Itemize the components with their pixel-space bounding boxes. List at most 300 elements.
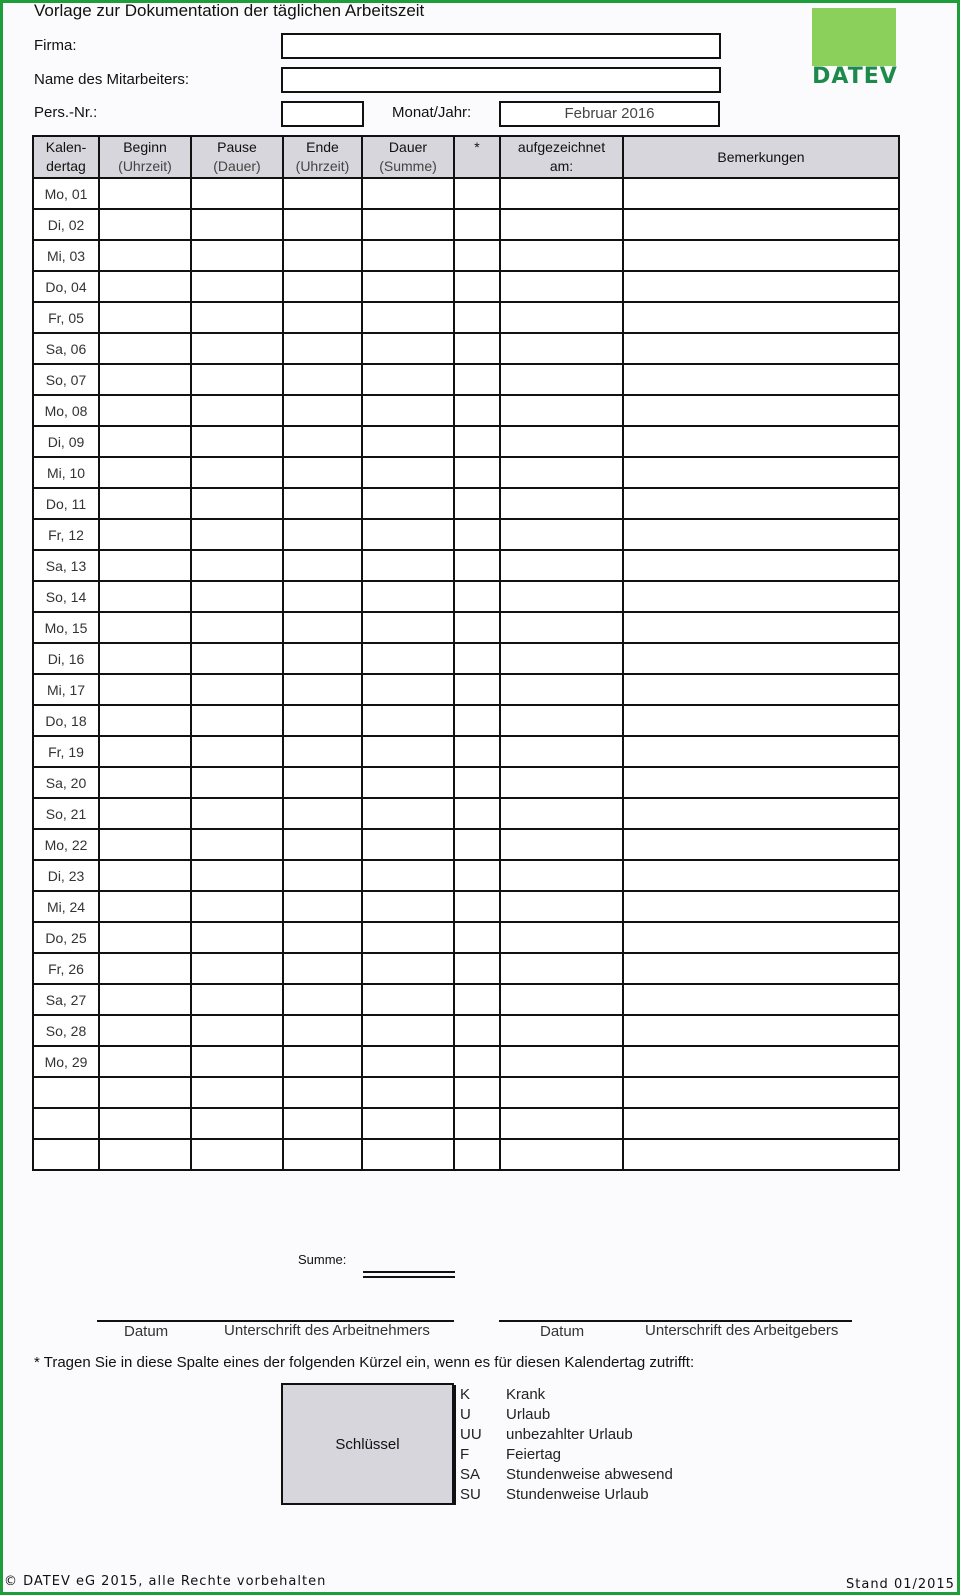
entry-cell[interactable] (362, 550, 454, 581)
entry-cell[interactable] (454, 891, 500, 922)
entry-cell[interactable] (454, 550, 500, 581)
table-row (33, 1077, 899, 1108)
entry-cell[interactable] (500, 674, 623, 705)
entry-cell[interactable] (191, 426, 283, 457)
entry-cell[interactable] (362, 1046, 454, 1077)
entry-cell[interactable] (283, 426, 362, 457)
entry-cell[interactable] (623, 798, 899, 829)
entry-cell[interactable] (500, 612, 623, 643)
entry-cell[interactable] (623, 519, 899, 550)
entry-cell[interactable] (283, 1046, 362, 1077)
entry-cell[interactable] (191, 364, 283, 395)
entry-cell[interactable] (362, 1015, 454, 1046)
column-header-subtitle: (Summe) (379, 158, 437, 174)
entry-cell[interactable] (623, 333, 899, 364)
table-row (33, 1015, 899, 1046)
entry-cell[interactable] (500, 457, 623, 488)
entry-cell[interactable] (191, 333, 283, 364)
entry-cell[interactable] (454, 271, 500, 302)
entry-cell[interactable] (454, 240, 500, 271)
entry-cell[interactable] (454, 1046, 500, 1077)
entry-cell[interactable] (623, 953, 899, 984)
entry-cell[interactable] (623, 240, 899, 271)
day-cell: Fr, 05 (33, 302, 99, 333)
entry-cell[interactable] (99, 1077, 191, 1108)
entry-cell[interactable] (99, 1015, 191, 1046)
entry-cell[interactable] (623, 612, 899, 643)
key-item (460, 1425, 673, 1445)
entry-cell[interactable] (99, 705, 191, 736)
entry-cell[interactable] (283, 395, 362, 426)
key-text: Urlaub (506, 1406, 551, 1423)
entry-cell[interactable] (99, 891, 191, 922)
entry-cell[interactable] (191, 240, 283, 271)
entry-cell[interactable] (283, 209, 362, 240)
employee-signature-label: Unterschrift des Arbeitnehmers (224, 1322, 430, 1339)
name-label: Name des Mitarbeiters: (34, 71, 190, 88)
entry-cell[interactable] (191, 1046, 283, 1077)
entry-cell[interactable] (283, 705, 362, 736)
entry-cell[interactable] (362, 457, 454, 488)
entry-cell[interactable] (500, 891, 623, 922)
entry-cell[interactable] (623, 736, 899, 767)
entry-cell[interactable] (99, 829, 191, 860)
entry-cell[interactable] (99, 922, 191, 953)
entry-cell[interactable] (500, 767, 623, 798)
entry-cell[interactable] (191, 891, 283, 922)
column-header-title: Dauer (388, 139, 428, 155)
entry-cell[interactable] (283, 488, 362, 519)
column-header-title: Bemerkungen (717, 148, 805, 165)
entry-cell[interactable] (99, 519, 191, 550)
entry-cell[interactable] (191, 829, 283, 860)
entry-cell[interactable] (454, 364, 500, 395)
column-header (623, 136, 899, 178)
entry-cell[interactable] (623, 395, 899, 426)
entry-cell[interactable] (623, 705, 899, 736)
entry-cell[interactable] (623, 178, 899, 209)
entry-cell[interactable] (362, 860, 454, 891)
entry-cell[interactable] (362, 271, 454, 302)
entry-cell[interactable] (362, 581, 454, 612)
entry-cell[interactable] (454, 705, 500, 736)
entry-cell[interactable] (500, 488, 623, 519)
day-cell: Sa, 13 (33, 550, 99, 581)
day-cell: Mo, 01 (33, 178, 99, 209)
entry-cell[interactable] (454, 1015, 500, 1046)
summe-label: Summe: (298, 1252, 347, 1267)
entry-cell[interactable] (623, 984, 899, 1015)
entry-cell[interactable] (283, 953, 362, 984)
entry-cell[interactable] (191, 1108, 283, 1139)
entry-cell[interactable] (454, 519, 500, 550)
entry-cell[interactable] (623, 209, 899, 240)
entry-cell[interactable] (191, 1015, 283, 1046)
entry-cell[interactable] (454, 1108, 500, 1139)
entry-cell[interactable] (623, 860, 899, 891)
entry-cell[interactable] (454, 612, 500, 643)
entry-cell[interactable] (362, 953, 454, 984)
entry-cell[interactable] (500, 302, 623, 333)
entry-cell[interactable] (500, 1108, 623, 1139)
column-header (99, 136, 191, 178)
entry-cell[interactable] (623, 922, 899, 953)
entry-cell[interactable] (500, 736, 623, 767)
entry-cell[interactable] (500, 209, 623, 240)
day-cell: Do, 04 (33, 271, 99, 302)
entry-cell[interactable] (99, 395, 191, 426)
entry-cell[interactable] (191, 178, 283, 209)
entry-cell[interactable] (191, 457, 283, 488)
entry-cell[interactable] (362, 302, 454, 333)
entry-cell[interactable] (362, 891, 454, 922)
entry-cell[interactable] (99, 674, 191, 705)
day-cell: Di, 16 (33, 643, 99, 674)
column-header-subtitle: (Dauer) (213, 158, 261, 174)
table-row (33, 581, 899, 612)
entry-cell[interactable] (362, 1108, 454, 1139)
entry-cell[interactable] (191, 705, 283, 736)
name-field[interactable] (281, 67, 721, 93)
column-header (500, 136, 623, 178)
entry-cell[interactable] (99, 581, 191, 612)
entry-cell[interactable] (283, 1139, 362, 1170)
entry-cell[interactable] (623, 488, 899, 519)
entry-cell[interactable] (454, 395, 500, 426)
day-cell: So, 07 (33, 364, 99, 395)
entry-cell[interactable] (362, 612, 454, 643)
entry-cell[interactable] (99, 271, 191, 302)
column-header-title: Pause (217, 139, 257, 155)
entry-cell[interactable] (99, 426, 191, 457)
entry-cell[interactable] (191, 860, 283, 891)
entry-cell[interactable] (283, 457, 362, 488)
entry-cell[interactable] (623, 271, 899, 302)
entry-cell[interactable] (362, 240, 454, 271)
entry-cell[interactable] (191, 302, 283, 333)
table-row (33, 333, 899, 364)
entry-cell[interactable] (623, 643, 899, 674)
entry-cell[interactable] (362, 426, 454, 457)
entry-cell[interactable] (191, 519, 283, 550)
entry-cell[interactable] (99, 364, 191, 395)
key-list (454, 1385, 673, 1505)
entry-cell[interactable] (283, 798, 362, 829)
entry-cell[interactable] (500, 178, 623, 209)
key-code: SA (460, 1466, 481, 1483)
entry-cell[interactable] (362, 643, 454, 674)
entry-cell[interactable] (623, 302, 899, 333)
entry-cell[interactable] (99, 643, 191, 674)
column-header-subtitle: am: (549, 158, 574, 174)
entry-cell[interactable] (191, 922, 283, 953)
entry-cell[interactable] (283, 736, 362, 767)
entry-cell[interactable] (362, 829, 454, 860)
entry-cell[interactable] (283, 767, 362, 798)
day-cell: So, 28 (33, 1015, 99, 1046)
entry-cell[interactable] (283, 829, 362, 860)
entry-cell[interactable] (454, 643, 500, 674)
entry-cell[interactable] (191, 488, 283, 519)
key-item (460, 1405, 673, 1425)
entry-cell[interactable] (283, 240, 362, 271)
day-cell: Mo, 29 (33, 1046, 99, 1077)
day-cell: Di, 09 (33, 426, 99, 457)
entry-cell[interactable] (362, 333, 454, 364)
entry-cell[interactable] (500, 1046, 623, 1077)
entry-cell[interactable] (500, 705, 623, 736)
entry-cell[interactable] (283, 1108, 362, 1139)
entry-cell[interactable] (454, 488, 500, 519)
entry-cell[interactable] (191, 674, 283, 705)
entry-cell[interactable] (454, 674, 500, 705)
entry-cell[interactable] (191, 984, 283, 1015)
entry-cell[interactable] (362, 488, 454, 519)
table-row (33, 240, 899, 271)
entry-cell[interactable] (191, 550, 283, 581)
entry-cell[interactable] (283, 612, 362, 643)
entry-cell[interactable] (454, 922, 500, 953)
table-row (33, 798, 899, 829)
entry-cell[interactable] (283, 891, 362, 922)
entry-cell[interactable] (191, 767, 283, 798)
entry-cell[interactable] (362, 674, 454, 705)
employer-date-label: Datum (540, 1323, 585, 1340)
entry-cell[interactable] (99, 767, 191, 798)
key-code: UU (460, 1426, 482, 1443)
entry-cell[interactable] (623, 457, 899, 488)
entry-cell[interactable] (623, 767, 899, 798)
entry-cell[interactable] (362, 767, 454, 798)
entry-cell[interactable] (191, 953, 283, 984)
entry-cell[interactable] (623, 891, 899, 922)
entry-cell[interactable] (283, 302, 362, 333)
entry-cell[interactable] (99, 1139, 191, 1170)
day-cell: So, 21 (33, 798, 99, 829)
entry-cell[interactable] (362, 364, 454, 395)
entry-cell[interactable] (283, 333, 362, 364)
persnr-field[interactable] (281, 101, 364, 127)
entry-cell[interactable] (99, 953, 191, 984)
entry-cell[interactable] (623, 1077, 899, 1108)
entry-cell[interactable] (500, 798, 623, 829)
entry-cell[interactable] (362, 984, 454, 1015)
entry-cell[interactable] (500, 581, 623, 612)
entry-cell[interactable] (500, 829, 623, 860)
column-header-subtitle: (Uhrzeit) (295, 158, 350, 174)
entry-cell[interactable] (500, 1015, 623, 1046)
monat-field[interactable]: Februar 2016 (499, 101, 720, 127)
entry-cell[interactable] (500, 519, 623, 550)
entry-cell[interactable] (283, 550, 362, 581)
entry-cell[interactable] (283, 519, 362, 550)
entry-cell[interactable] (283, 581, 362, 612)
table-row (33, 984, 899, 1015)
entry-cell[interactable] (99, 178, 191, 209)
entry-cell[interactable] (623, 426, 899, 457)
entry-cell[interactable] (623, 829, 899, 860)
entry-cell[interactable] (283, 1077, 362, 1108)
entry-cell[interactable] (362, 922, 454, 953)
entry-cell[interactable] (454, 829, 500, 860)
entry-cell[interactable] (99, 1046, 191, 1077)
entry-cell[interactable] (99, 860, 191, 891)
table-row (33, 426, 899, 457)
entry-cell[interactable] (99, 333, 191, 364)
entry-cell[interactable] (191, 612, 283, 643)
entry-cell[interactable] (623, 674, 899, 705)
entry-cell[interactable] (454, 426, 500, 457)
entry-cell[interactable] (191, 209, 283, 240)
day-cell (33, 1108, 99, 1139)
firma-label: Firma: (34, 37, 77, 54)
day-cell: Sa, 20 (33, 767, 99, 798)
entry-cell[interactable] (362, 395, 454, 426)
summe-line (363, 1276, 455, 1278)
key-text: unbezahlter Urlaub (506, 1426, 633, 1443)
entry-cell[interactable] (362, 1139, 454, 1170)
entry-cell[interactable] (500, 922, 623, 953)
entry-cell[interactable] (99, 488, 191, 519)
entry-cell[interactable] (454, 1139, 500, 1170)
entry-cell[interactable] (454, 457, 500, 488)
table-row (33, 736, 899, 767)
entry-cell[interactable] (623, 1139, 899, 1170)
column-header (454, 136, 500, 178)
entry-cell[interactable] (500, 395, 623, 426)
entry-cell[interactable] (454, 798, 500, 829)
entry-cell[interactable] (99, 984, 191, 1015)
entry-cell[interactable] (500, 364, 623, 395)
entry-cell[interactable] (623, 550, 899, 581)
day-cell: Di, 23 (33, 860, 99, 891)
entry-cell[interactable] (283, 922, 362, 953)
column-header (283, 136, 362, 178)
entry-cell[interactable] (623, 1108, 899, 1139)
firma-field[interactable] (281, 33, 721, 59)
entry-cell[interactable] (362, 705, 454, 736)
entry-cell[interactable] (500, 333, 623, 364)
entry-cell[interactable] (454, 860, 500, 891)
entry-cell[interactable] (500, 984, 623, 1015)
entry-cell[interactable] (454, 953, 500, 984)
entry-cell[interactable] (283, 178, 362, 209)
entry-cell[interactable] (623, 581, 899, 612)
entry-cell[interactable] (500, 643, 623, 674)
entry-cell[interactable] (99, 457, 191, 488)
entry-cell[interactable] (623, 1046, 899, 1077)
entry-cell[interactable] (362, 209, 454, 240)
entry-cell[interactable] (191, 798, 283, 829)
entry-cell[interactable] (99, 798, 191, 829)
monat-label: Monat/Jahr: (392, 104, 472, 121)
table-row (33, 705, 899, 736)
column-header (191, 136, 283, 178)
day-cell: Fr, 19 (33, 736, 99, 767)
table-row (33, 860, 899, 891)
entry-cell[interactable] (99, 736, 191, 767)
entry-cell[interactable] (283, 364, 362, 395)
entry-cell[interactable] (99, 1108, 191, 1139)
entry-cell[interactable] (191, 1139, 283, 1170)
entry-cell[interactable] (283, 674, 362, 705)
key-box (281, 1383, 454, 1505)
entry-cell[interactable] (362, 1077, 454, 1108)
entry-cell[interactable] (191, 643, 283, 674)
entry-cell[interactable] (191, 1077, 283, 1108)
table-row (33, 302, 899, 333)
entry-cell[interactable] (454, 178, 500, 209)
entry-cell[interactable] (283, 984, 362, 1015)
entry-cell[interactable] (454, 209, 500, 240)
entry-cell[interactable] (454, 736, 500, 767)
entry-cell[interactable] (500, 953, 623, 984)
entry-cell[interactable] (454, 581, 500, 612)
entry-cell[interactable] (454, 302, 500, 333)
key-text: Stundenweise abwesend (506, 1466, 673, 1483)
key-item (460, 1385, 673, 1405)
entry-cell[interactable] (99, 550, 191, 581)
entry-cell[interactable] (283, 860, 362, 891)
entry-cell[interactable] (191, 271, 283, 302)
entry-cell[interactable] (500, 240, 623, 271)
entry-cell[interactable] (362, 178, 454, 209)
entry-cell[interactable] (454, 1077, 500, 1108)
entry-cell[interactable] (362, 519, 454, 550)
column-header (362, 136, 454, 178)
entry-cell[interactable] (454, 767, 500, 798)
column-header-subtitle: dertag (46, 158, 86, 174)
column-header-title: Kalen- (45, 139, 87, 155)
table-row (33, 488, 899, 519)
entry-cell[interactable] (362, 798, 454, 829)
entry-cell[interactable] (500, 860, 623, 891)
day-cell: Fr, 12 (33, 519, 99, 550)
entry-cell[interactable] (283, 1015, 362, 1046)
entry-cell[interactable] (362, 736, 454, 767)
key-code: K (460, 1386, 471, 1403)
entry-cell[interactable] (623, 1015, 899, 1046)
entry-cell[interactable] (454, 333, 500, 364)
entry-cell[interactable] (283, 643, 362, 674)
entry-cell[interactable] (99, 612, 191, 643)
entry-cell[interactable] (283, 271, 362, 302)
entry-cell[interactable] (191, 395, 283, 426)
key-item (460, 1465, 673, 1485)
table-row (33, 1139, 899, 1170)
table-row (33, 364, 899, 395)
version-footer: Stand 01/2015 (846, 1577, 955, 1592)
entry-cell[interactable] (500, 1077, 623, 1108)
entry-cell[interactable] (99, 240, 191, 271)
entry-cell[interactable] (99, 209, 191, 240)
entry-cell[interactable] (500, 1139, 623, 1170)
entry-cell[interactable] (500, 550, 623, 581)
entry-cell[interactable] (191, 736, 283, 767)
entry-cell[interactable] (191, 581, 283, 612)
entry-cell[interactable] (500, 426, 623, 457)
table-row (33, 550, 899, 581)
entry-cell[interactable] (454, 984, 500, 1015)
entry-cell[interactable] (623, 364, 899, 395)
day-cell: Do, 25 (33, 922, 99, 953)
day-cell: Mo, 08 (33, 395, 99, 426)
table-header-row (33, 136, 899, 178)
entry-cell[interactable] (500, 271, 623, 302)
entry-cell[interactable] (99, 302, 191, 333)
column-header-title: Ende (306, 139, 339, 155)
persnr-label: Pers.-Nr.: (34, 104, 98, 121)
